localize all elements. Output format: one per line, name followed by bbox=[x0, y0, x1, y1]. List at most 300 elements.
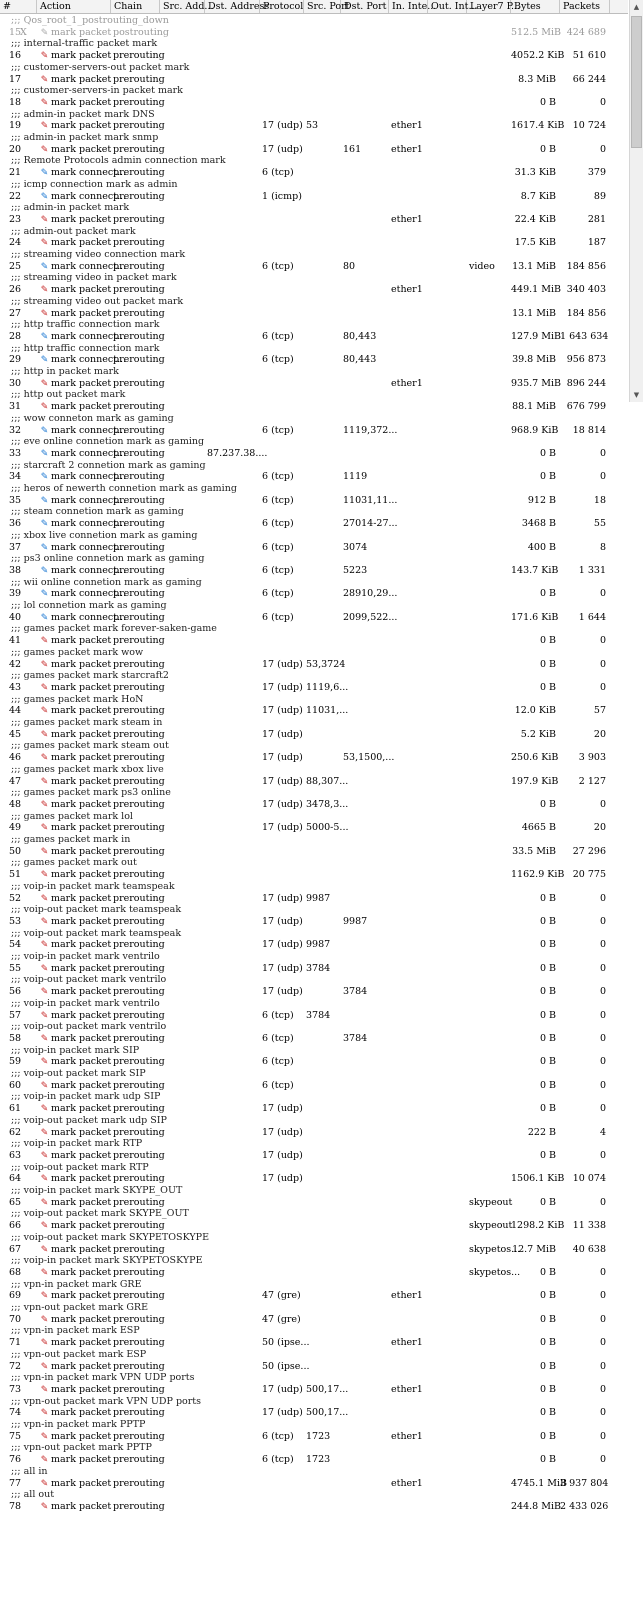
table-row[interactable] bbox=[0, 705, 628, 717]
table-row[interactable] bbox=[0, 846, 628, 858]
table-row[interactable] bbox=[0, 261, 628, 273]
table-row[interactable] bbox=[0, 120, 628, 132]
rule-packets: 1 331 bbox=[578, 564, 606, 576]
table-row[interactable] bbox=[0, 448, 628, 460]
rule-packets: 184 856 bbox=[566, 307, 606, 319]
col-packets-header[interactable]: Packets bbox=[560, 0, 610, 13]
rule-comment[interactable]: ;;; games packet mark starcraft2 bbox=[11, 670, 169, 682]
table-row[interactable] bbox=[0, 1454, 628, 1466]
rule-packets: 0 bbox=[599, 1032, 606, 1044]
table-row[interactable] bbox=[0, 1337, 628, 1349]
rule-dst-port: 27014-27... bbox=[343, 518, 398, 530]
rule-dst-port bbox=[343, 1431, 388, 1443]
rule-action bbox=[40, 1267, 110, 1279]
rule-comment[interactable]: ;;; voip-in packet mark SIP bbox=[11, 1044, 140, 1056]
rule-comment[interactable]: ;;; voip-in packet mark teamspeak bbox=[11, 880, 175, 892]
rule-action-label: mark packet bbox=[51, 798, 112, 810]
table-row[interactable] bbox=[0, 1361, 628, 1373]
rule-comment[interactable]: ;;; vpn-out packet mark GRE bbox=[11, 1302, 149, 1313]
rule-layer7 bbox=[469, 518, 510, 530]
rule-dst-address bbox=[207, 776, 259, 788]
table-row[interactable] bbox=[0, 1384, 628, 1396]
rule-comment[interactable]: ;;; voip-out packet mark SKYPETOSKYPE bbox=[11, 1231, 210, 1243]
table-row[interactable] bbox=[0, 144, 628, 156]
rule-dst-port bbox=[343, 284, 388, 296]
col-dst-address-header[interactable]: Dst. Address bbox=[205, 0, 260, 13]
col-out-interface-header[interactable]: Out. Int... bbox=[428, 0, 467, 13]
rule-action-label: mark packet bbox=[51, 1173, 112, 1185]
rule-comment[interactable]: ;;; vpn-in packet mark PPTP bbox=[11, 1419, 146, 1430]
rule-src-port bbox=[306, 97, 340, 109]
table-row[interactable] bbox=[0, 1407, 628, 1419]
table-row[interactable] bbox=[0, 331, 628, 343]
rule-dst-address bbox=[207, 729, 259, 741]
table-row[interactable] bbox=[0, 542, 628, 554]
rule-comment[interactable]: ;;; eve online connetion mark as gaming bbox=[11, 436, 205, 448]
table-row[interactable] bbox=[0, 495, 628, 507]
col-number-header[interactable]: # bbox=[0, 0, 37, 13]
rule-number: 30 bbox=[9, 377, 22, 389]
rule-in-interface bbox=[391, 1407, 427, 1419]
rule-layer7 bbox=[469, 1080, 510, 1092]
col-layer7-header[interactable]: Layer7 P... bbox=[467, 0, 511, 13]
rule-action bbox=[40, 1127, 110, 1139]
rule-dst-port: 161 bbox=[343, 143, 362, 155]
table-row[interactable] bbox=[0, 237, 628, 249]
rule-chain: prerouting bbox=[113, 681, 165, 693]
rule-layer7 bbox=[469, 846, 510, 858]
rule-dst-address bbox=[207, 705, 259, 717]
rule-comment[interactable]: ;;; voip-in packet mark SKYPE_OUT bbox=[11, 1185, 183, 1196]
rule-comment[interactable]: ;;; voip-in packet mark ventrilo bbox=[11, 997, 160, 1009]
table-row[interactable] bbox=[0, 74, 628, 86]
rule-comment[interactable]: ;;; games packet mark wow bbox=[11, 646, 144, 658]
rule-chain: prerouting bbox=[113, 728, 165, 740]
table-row[interactable] bbox=[0, 50, 628, 62]
rule-comment[interactable]: ;;; games packet mark ps3 online bbox=[11, 787, 171, 799]
table-row[interactable] bbox=[0, 27, 628, 39]
rule-protocol: 47 (gre) bbox=[262, 1313, 301, 1325]
rule-protocol: 6 (tcp) bbox=[262, 541, 294, 553]
table-row[interactable] bbox=[0, 1220, 628, 1232]
rule-bytes: 171.6 KiB bbox=[511, 611, 559, 623]
rule-comment[interactable]: ;;; games packet mark out bbox=[11, 857, 137, 869]
rule-layer7 bbox=[469, 799, 510, 811]
rule-comment[interactable]: ;;; starcraft 2 connetion mark as gaming bbox=[11, 459, 206, 471]
rule-dst-address bbox=[207, 1290, 259, 1302]
rule-chain: prerouting bbox=[113, 822, 165, 834]
rule-bytes: 12.7 MiB bbox=[512, 1243, 556, 1255]
table-row[interactable] bbox=[0, 1501, 628, 1513]
rule-src-port bbox=[306, 869, 340, 881]
rule-dst-address bbox=[207, 50, 259, 62]
rule-number: 56 bbox=[9, 986, 22, 998]
rule-comment[interactable]: ;;; admin-in packet mark snmp bbox=[11, 132, 159, 143]
rule-number: 27 bbox=[9, 307, 22, 319]
col-chain-header[interactable]: Chain bbox=[111, 0, 160, 13]
rule-chain: prerouting bbox=[113, 96, 165, 108]
pencil-icon: ✎ bbox=[40, 261, 49, 272]
rule-comment[interactable]: ;;; voip-in packet mark ventrilo bbox=[11, 951, 160, 962]
rule-dst-address bbox=[207, 1033, 259, 1045]
rule-layer7: skypetos... bbox=[469, 1243, 521, 1255]
rule-action bbox=[40, 214, 110, 226]
rule-comment[interactable]: ;;; wow conneton mark as gaming bbox=[11, 412, 174, 424]
scroll-down-icon[interactable]: ▼ bbox=[633, 391, 640, 399]
rule-protocol: 50 (ipse... bbox=[262, 1337, 310, 1349]
rule-number: 78 bbox=[9, 1500, 22, 1512]
rule-comment[interactable]: ;;; ps3 online connetion mark as gaming bbox=[11, 553, 205, 565]
rule-comment[interactable]: ;;; streaming video in packet mark bbox=[11, 272, 177, 284]
rule-src-port bbox=[306, 1314, 340, 1326]
rule-in-interface bbox=[391, 799, 427, 811]
table-row[interactable] bbox=[0, 1173, 628, 1185]
rule-dst-port: 3784 bbox=[343, 1032, 368, 1044]
rule-bytes: 0 B bbox=[539, 915, 556, 927]
table-row[interactable] bbox=[0, 565, 628, 577]
rule-chain: prerouting bbox=[113, 167, 165, 179]
rule-bytes: 0 B bbox=[539, 1266, 556, 1278]
rule-bytes: 0 B bbox=[539, 1290, 556, 1302]
rule-chain: prerouting bbox=[113, 869, 165, 881]
rule-comment[interactable]: ;;; Qos_root_1_postrouting_down bbox=[11, 15, 169, 26]
rule-comment[interactable]: ;;; internal-traffic packet mark bbox=[11, 38, 158, 50]
table-row[interactable] bbox=[0, 1056, 628, 1068]
rule-src-port bbox=[306, 1103, 340, 1115]
rule-comment[interactable]: ;;; voip-out packet mark udp SIP bbox=[11, 1114, 167, 1126]
rule-comment[interactable]: ;;; voip-out packet mark SKYPE_OUT bbox=[11, 1208, 189, 1220]
rule-packets: 956 873 bbox=[566, 354, 606, 366]
vertical-scrollbar[interactable] bbox=[629, 0, 643, 402]
rule-action-label: mark packet bbox=[51, 213, 112, 225]
table-row[interactable] bbox=[0, 1103, 628, 1115]
rule-chain: prerouting bbox=[113, 845, 165, 857]
rule-number: 20 bbox=[9, 143, 22, 155]
rule-comment[interactable]: ;;; icmp connection mark as admin bbox=[11, 178, 178, 190]
rule-packets: 0 bbox=[599, 1290, 606, 1302]
col-in-interface-header[interactable]: In. Inte... bbox=[389, 0, 428, 13]
rule-dst-port: 53,1500,... bbox=[343, 752, 395, 764]
rule-comment[interactable]: ;;; games packet mark steam out bbox=[11, 740, 169, 752]
rule-comment[interactable]: ;;; lol connetion mark as gaming bbox=[11, 600, 167, 611]
rule-protocol bbox=[262, 401, 303, 413]
table-row[interactable] bbox=[0, 354, 628, 366]
rule-action-label: mark packet bbox=[51, 705, 112, 717]
rule-chain: prerouting bbox=[113, 915, 165, 927]
scroll-up-icon[interactable]: ▲ bbox=[633, 3, 640, 11]
rule-dst-port bbox=[343, 120, 388, 132]
rule-comment[interactable]: ;;; streaming video out packet mark bbox=[11, 295, 184, 307]
col-dst-port-header[interactable]: Dst. Port bbox=[341, 0, 389, 13]
rule-number: 28 bbox=[9, 330, 22, 342]
table-row[interactable] bbox=[0, 471, 628, 483]
table-row[interactable] bbox=[0, 869, 628, 881]
rule-protocol: 6 (tcp) bbox=[262, 330, 294, 342]
table-row[interactable] bbox=[0, 752, 628, 764]
rule-comment[interactable]: ;;; voip-out packet mark teamspeak bbox=[11, 904, 182, 916]
rule-packets: 18 bbox=[593, 494, 606, 506]
table-row[interactable] bbox=[0, 635, 628, 647]
col-src-port-header[interactable]: Src. Port bbox=[304, 0, 341, 13]
rule-in-interface bbox=[391, 518, 427, 530]
table-row[interactable] bbox=[0, 425, 628, 437]
rule-in-interface: ether1 bbox=[391, 1383, 423, 1395]
table-row[interactable] bbox=[0, 1244, 628, 1256]
rule-dst-port bbox=[343, 237, 388, 249]
rule-comment[interactable]: ;;; admin-out packet mark bbox=[11, 225, 136, 237]
table-row[interactable] bbox=[0, 1314, 628, 1326]
rule-action-label: mark packet bbox=[51, 1477, 112, 1489]
table-row[interactable] bbox=[0, 588, 628, 600]
table-row[interactable] bbox=[0, 963, 628, 975]
table-row[interactable] bbox=[0, 939, 628, 951]
rule-dst-port bbox=[343, 1407, 388, 1419]
rule-comment[interactable]: ;;; admin-in packet mark DNS bbox=[11, 108, 155, 120]
rule-in-interface: ether1 bbox=[391, 213, 423, 225]
rule-comment[interactable]: ;;; voip-out packet mark teamspeak bbox=[11, 927, 182, 939]
rule-dst-address bbox=[207, 846, 259, 858]
rule-layer7 bbox=[469, 1407, 510, 1419]
rule-action-label: mark packet bbox=[51, 1126, 112, 1138]
col-protocol-header[interactable]: Protocol bbox=[260, 0, 304, 13]
rule-in-interface bbox=[391, 776, 427, 788]
rule-comment[interactable]: ;;; admin-in packet mark bbox=[11, 202, 130, 214]
table-row[interactable] bbox=[0, 612, 628, 624]
rule-comment[interactable]: ;;; http in packet mark bbox=[11, 366, 119, 377]
pencil-icon: ✎ bbox=[40, 121, 49, 132]
rule-chain: prerouting bbox=[113, 658, 165, 670]
rule-number: 17 bbox=[9, 73, 22, 85]
table-row[interactable] bbox=[0, 1267, 628, 1279]
rule-packets: 1 644 bbox=[578, 611, 606, 623]
rule-action bbox=[40, 518, 127, 530]
table-row[interactable] bbox=[0, 1010, 628, 1022]
rule-action bbox=[40, 635, 110, 647]
rule-comment[interactable]: ;;; Remote Protocols admin connection mark bbox=[11, 155, 226, 167]
rule-protocol: 17 (udp) bbox=[262, 728, 303, 740]
disabled-flag: X bbox=[20, 26, 27, 38]
rule-src-port: 53,3724 bbox=[306, 658, 346, 670]
col-bytes-header[interactable]: Bytes bbox=[511, 0, 560, 13]
rule-protocol: 17 (udp) bbox=[262, 120, 303, 132]
rule-in-interface bbox=[391, 448, 427, 460]
rule-chain: prerouting bbox=[113, 1313, 165, 1325]
table-row[interactable] bbox=[0, 401, 628, 413]
table-row[interactable] bbox=[0, 1080, 628, 1092]
rule-chain: prerouting bbox=[113, 73, 165, 85]
rule-dst-address bbox=[207, 542, 259, 554]
pencil-icon: ✎ bbox=[40, 27, 49, 38]
rule-layer7 bbox=[469, 822, 510, 834]
pencil-icon: ✎ bbox=[40, 472, 49, 483]
table-row[interactable] bbox=[0, 916, 628, 928]
rule-packets: 0 bbox=[599, 1337, 606, 1349]
rule-packets: 0 bbox=[599, 1079, 606, 1091]
rule-action-label: mark packet bbox=[51, 1243, 112, 1255]
rule-layer7 bbox=[469, 144, 510, 156]
rule-in-interface bbox=[391, 1197, 427, 1209]
col-action-header[interactable]: Action bbox=[37, 0, 111, 13]
table-row[interactable] bbox=[0, 518, 628, 530]
rule-comment[interactable]: ;;; games packet mark xbox live bbox=[11, 763, 164, 775]
rule-comment[interactable]: ;;; http out packet mark bbox=[11, 389, 126, 401]
rule-comment[interactable]: ;;; streaming video connection mark bbox=[11, 249, 186, 260]
rule-bytes: 0 B bbox=[539, 1454, 556, 1466]
rule-layer7 bbox=[469, 97, 510, 109]
rule-dst-port bbox=[343, 635, 388, 647]
table-row[interactable] bbox=[0, 191, 628, 203]
rule-comment[interactable]: ;;; steam connetion mark as gaming bbox=[11, 506, 184, 518]
rule-src-port bbox=[306, 284, 340, 296]
rule-comment[interactable]: ;;; voip-out packet mark ventrilo bbox=[11, 974, 167, 986]
rule-comment[interactable]: ;;; games packet mark forever-saken-game bbox=[11, 623, 217, 635]
rule-bytes: 0 B bbox=[539, 96, 556, 108]
rule-comment[interactable]: ;;; xbox live connetion mark as gaming bbox=[11, 529, 198, 541]
table-row[interactable] bbox=[0, 1290, 628, 1302]
rule-comment[interactable]: ;;; http traffic connection mark bbox=[11, 319, 160, 331]
rule-bytes: 4665 B bbox=[521, 822, 556, 834]
rule-action bbox=[40, 986, 110, 998]
table-row[interactable] bbox=[0, 1127, 628, 1139]
table-row[interactable] bbox=[0, 1033, 628, 1045]
table-row[interactable] bbox=[0, 799, 628, 811]
table-row[interactable] bbox=[0, 986, 628, 998]
rule-dst-address bbox=[207, 471, 259, 483]
rule-comment[interactable]: ;;; games packet mark HoN bbox=[11, 693, 144, 705]
table-row[interactable] bbox=[0, 1431, 628, 1443]
rule-comment[interactable]: ;;; vpn-out packet mark PPTP bbox=[11, 1442, 152, 1454]
rule-comment[interactable]: ;;; customer-servers-in packet mark bbox=[11, 85, 183, 97]
table-row[interactable] bbox=[0, 167, 628, 179]
rule-layer7 bbox=[469, 1173, 510, 1185]
rule-action bbox=[40, 822, 110, 834]
rule-layer7 bbox=[469, 1150, 510, 1162]
rule-layer7 bbox=[469, 378, 510, 390]
rule-bytes: 0 B bbox=[539, 1383, 556, 1395]
rule-number: 36 bbox=[9, 518, 22, 530]
pencil-icon: ✎ bbox=[40, 1104, 49, 1115]
rule-bytes: 17.5 KiB bbox=[514, 237, 556, 249]
rule-bytes: 0 B bbox=[539, 986, 556, 998]
rule-protocol: 6 (tcp) bbox=[262, 471, 294, 483]
rule-src-port: 1119,6... bbox=[306, 681, 349, 693]
rule-comment[interactable]: ;;; voip-out packet mark SIP bbox=[11, 1068, 146, 1079]
rule-bytes: 0 B bbox=[539, 681, 556, 693]
rule-action bbox=[40, 1197, 110, 1209]
rule-src-port: 3784 bbox=[306, 1009, 331, 1021]
rule-bytes: 0 B bbox=[539, 1313, 556, 1325]
table-row[interactable] bbox=[0, 682, 628, 694]
rule-number: 64 bbox=[9, 1173, 22, 1185]
table-row[interactable] bbox=[0, 284, 628, 296]
rule-comment[interactable]: ;;; vpn-out packet mark VPN UDP ports bbox=[11, 1395, 201, 1407]
rule-dst-address bbox=[207, 822, 259, 834]
rule-comment[interactable]: ;;; all out bbox=[11, 1489, 55, 1501]
rule-protocol bbox=[262, 448, 303, 460]
rule-comment[interactable]: ;;; games packet mark in bbox=[11, 834, 131, 845]
rule-dst-port: 80 bbox=[343, 260, 356, 272]
rule-comment[interactable]: ;;; voip-out packet mark RTP bbox=[11, 1161, 149, 1173]
rule-comment[interactable]: ;;; vpn-in packet mark ESP bbox=[11, 1325, 140, 1337]
rule-number: 25 bbox=[9, 260, 22, 272]
rule-dst-port bbox=[343, 776, 388, 788]
rule-comment[interactable]: ;;; voip-out packet mark ventrilo bbox=[11, 1021, 167, 1033]
pencil-icon: ✎ bbox=[40, 97, 49, 108]
table-row[interactable] bbox=[0, 659, 628, 671]
rule-layer7 bbox=[469, 495, 510, 507]
rule-in-interface bbox=[391, 97, 427, 109]
table-row[interactable] bbox=[0, 308, 628, 320]
rule-chain: prerouting bbox=[113, 1009, 165, 1021]
rule-dst-port bbox=[343, 1267, 388, 1279]
rule-protocol: 17 (udp) bbox=[262, 752, 303, 764]
rule-comment[interactable]: ;;; games packet mark steam in bbox=[11, 717, 163, 728]
rule-dst-port bbox=[343, 869, 388, 881]
rule-comment[interactable]: ;;; games packet mark lol bbox=[11, 810, 133, 822]
table-row[interactable] bbox=[0, 378, 628, 390]
rule-comment[interactable]: ;;; vpn-in packet mark GRE bbox=[11, 1278, 142, 1290]
rule-src-port bbox=[306, 1033, 340, 1045]
scroll-thumb[interactable] bbox=[631, 16, 642, 148]
rule-comment[interactable]: ;;; vpn-in packet mark VPN UDP ports bbox=[11, 1372, 195, 1384]
rule-action bbox=[40, 1384, 110, 1396]
rule-number: 24 bbox=[9, 237, 22, 249]
rule-protocol: 6 (tcp) bbox=[262, 1032, 294, 1044]
rule-comment[interactable]: ;;; vpn-out packet mark ESP bbox=[11, 1348, 147, 1360]
rule-comment[interactable]: ;;; all in bbox=[11, 1465, 48, 1477]
rule-comment[interactable]: ;;; voip-in packet mark udp SIP bbox=[11, 1091, 161, 1103]
table-row[interactable] bbox=[0, 214, 628, 226]
rule-action bbox=[40, 752, 110, 764]
rule-comment[interactable]: ;;; heros of newerth connetion mark as gaming bbox=[11, 483, 237, 494]
rule-src-port bbox=[306, 1478, 340, 1490]
col-src-address-header[interactable]: Src. Add... bbox=[160, 0, 205, 13]
rule-comment[interactable]: ;;; voip-in packet mark RTP bbox=[11, 1138, 143, 1150]
rule-comment[interactable]: ;;; http traffic connection mark bbox=[11, 342, 160, 354]
rule-action bbox=[40, 97, 110, 109]
rule-number: 35 bbox=[9, 494, 22, 506]
rule-src-port bbox=[306, 401, 340, 413]
rule-action-label: mark packet bbox=[51, 73, 112, 85]
table-row[interactable] bbox=[0, 822, 628, 834]
table-row[interactable] bbox=[0, 893, 628, 905]
rule-packets: 0 bbox=[599, 1454, 606, 1466]
table-row[interactable] bbox=[0, 1478, 628, 1490]
rule-comment[interactable]: ;;; customer-servers-out packet mark bbox=[11, 61, 190, 73]
table-row[interactable] bbox=[0, 1150, 628, 1162]
rule-layer7 bbox=[469, 869, 510, 881]
rule-action-label: mark packet bbox=[51, 1337, 112, 1349]
rule-dst-address bbox=[207, 284, 259, 296]
rule-chain: prerouting bbox=[113, 1149, 165, 1161]
rule-action-label: mark packet bbox=[51, 1103, 112, 1115]
rule-bytes: 1162.9 KiB bbox=[511, 869, 565, 881]
table-row[interactable] bbox=[0, 1197, 628, 1209]
table-row[interactable] bbox=[0, 776, 628, 788]
rule-layer7 bbox=[469, 916, 510, 928]
rule-packets: 0 bbox=[599, 798, 606, 810]
rule-in-interface bbox=[391, 1267, 427, 1279]
rule-packets: 20 bbox=[593, 822, 606, 834]
rule-comment[interactable]: ;;; wii online connetion mark as gaming bbox=[11, 576, 202, 588]
rule-number: 75 bbox=[9, 1430, 22, 1442]
rule-chain: prerouting bbox=[113, 1500, 165, 1512]
rule-comment[interactable]: ;;; voip-in packet mark SKYPETOSKYPE bbox=[11, 1255, 203, 1267]
table-row[interactable] bbox=[0, 97, 628, 109]
pencil-icon: ✎ bbox=[40, 1033, 49, 1044]
table-row[interactable] bbox=[0, 729, 628, 741]
pencil-icon: ✎ bbox=[40, 1221, 49, 1232]
